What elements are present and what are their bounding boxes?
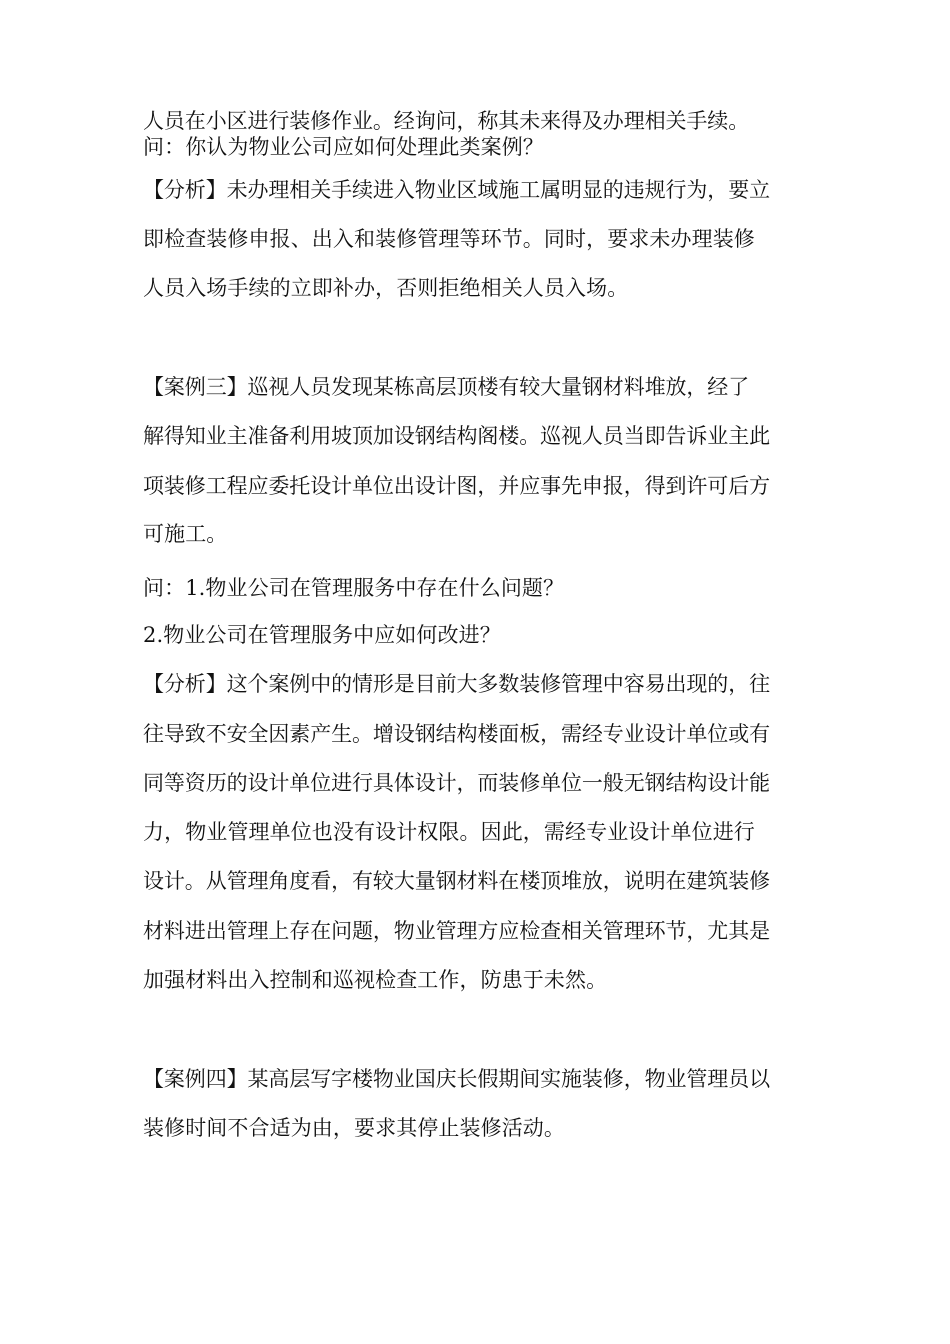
- text-line: 材料进出管理上存在问题，物业管理方应检查相关管理环节，尤其是: [143, 919, 770, 943]
- text-line: 【分析】未办理相关手续进入物业区域施工属明显的违规行为，要立: [143, 178, 770, 202]
- text-line: 即检查装修申报、出入和装修管理等环节。同时，要求未办理装修: [143, 227, 755, 251]
- text-line: 人员入场手续的立即补办，否则拒绝相关人员入场。: [143, 276, 629, 300]
- text-line: 加强材料出入控制和巡视检查工作，防患于未然。: [143, 968, 608, 992]
- text-line: 人员在小区进行装修作业。经询问，称其未来得及办理相关手续。: [143, 109, 750, 133]
- text-line: 装修时间不合适为由，要求其停止装修活动。: [143, 1116, 565, 1140]
- text-line: 设计。从管理角度看，有较大量钢材料在楼顶堆放，说明在建筑装修: [143, 869, 770, 893]
- text-line: 【案例三】巡视人员发现某栋高层顶楼有较大量钢材料堆放，经了: [143, 375, 750, 399]
- text-line: 可施工。: [143, 522, 228, 546]
- text-line: 项装修工程应委托设计单位出设计图，并应事先申报，得到许可后方: [143, 474, 770, 498]
- text-line: 问：你认为物业公司应如何处理此类案例？: [143, 135, 544, 159]
- text-line: 同等资历的设计单位进行具体设计，而装修单位一般无钢结构设计能: [143, 771, 770, 795]
- text-line: 力，物业管理单位也没有设计权限。因此，需经专业设计单位进行: [143, 820, 755, 844]
- text-line: 2.物业公司在管理服务中应如何改进？: [143, 623, 501, 647]
- text-line: 解得知业主准备利用坡顶加设钢结构阁楼。巡视人员当即告诉业主此: [143, 424, 770, 448]
- text-line: 往导致不安全因素产生。增设钢结构楼面板，需经专业设计单位或有: [143, 722, 770, 746]
- text-line: 问：1.物业公司在管理服务中存在什么问题？: [143, 576, 565, 600]
- text-line: 【案例四】某高层写字楼物业国庆长假期间实施装修，物业管理员以: [143, 1067, 770, 1091]
- text-line: 【分析】这个案例中的情形是目前大多数装修管理中容易出现的，往: [143, 672, 770, 696]
